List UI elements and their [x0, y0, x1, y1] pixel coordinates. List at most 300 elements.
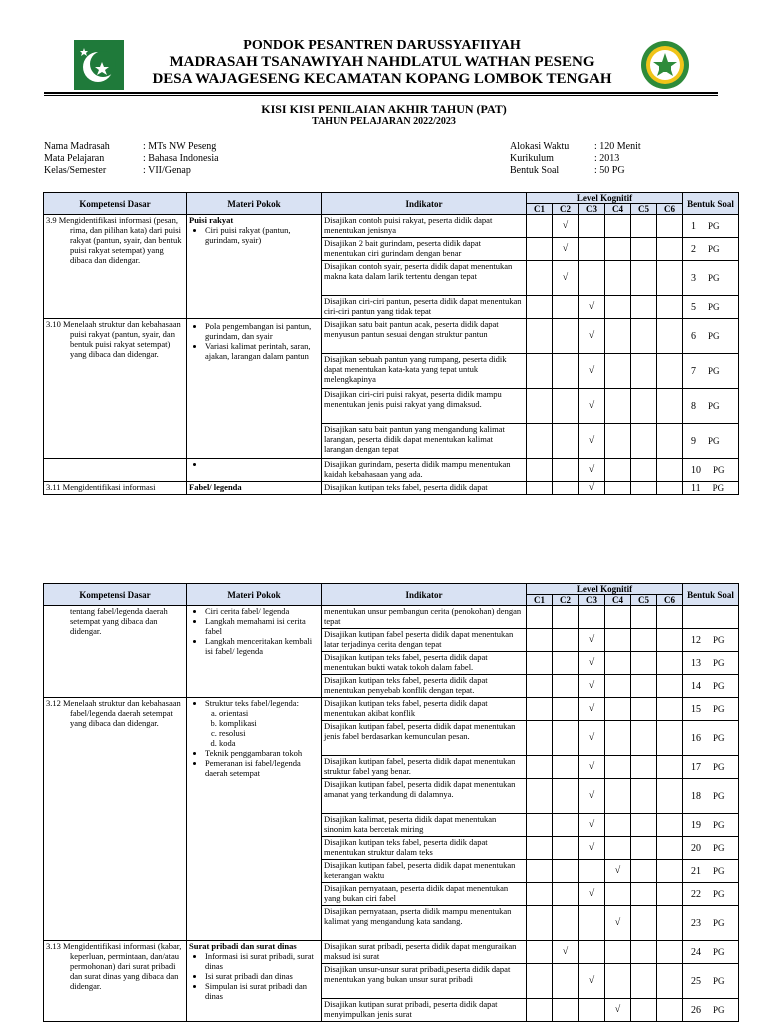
question-type: PG: [713, 819, 725, 830]
indikator-cell: Disajikan kutipan teks fabel, peserta didik dapat menentukan bukti watak tokoh dalam fabel.: [322, 652, 527, 675]
bentuk-soal-cell: [683, 964, 739, 999]
level-c6-cell: [657, 883, 683, 906]
level-c5-cell: [631, 860, 657, 883]
level-c1-cell: [527, 860, 553, 883]
level-c5-cell: [631, 756, 657, 779]
level-c1-cell: [527, 238, 553, 261]
level-c3-cell: [579, 389, 605, 424]
question-number: 18: [691, 790, 701, 802]
bentuk-soal-cell: [683, 424, 739, 459]
materi-item: [205, 459, 319, 469]
info-value: : 2013: [594, 153, 620, 164]
check-mark: √: [588, 888, 595, 899]
question-type: PG: [712, 482, 725, 493]
question-type: PG: [713, 842, 725, 853]
info-value: : MTs NW Peseng: [143, 141, 217, 152]
header-kompetensi-dasar: Kompetensi Dasar: [44, 584, 187, 606]
level-c6-cell: [657, 215, 683, 238]
check-mark: √: [588, 400, 595, 411]
question-number: 3: [691, 272, 696, 284]
materi-pokok-cell: [187, 698, 322, 941]
level-c3-cell: [579, 482, 605, 495]
level-c1-cell: [527, 756, 553, 779]
level-c2-cell: [553, 215, 579, 238]
materi-item: • Isi surat pribadi dan dinas: [205, 971, 319, 981]
level-c3-cell: [579, 675, 605, 698]
level-c5-cell: [631, 629, 657, 652]
indikator-cell: Disajikan kutipan fabel, peserta didik dapat menentukan amanat yang terkandung di dalamnya.: [322, 779, 527, 814]
level-c3-cell: [579, 215, 605, 238]
level-c2-cell: [553, 999, 579, 1022]
level-c3-cell: [579, 459, 605, 482]
question-type: PG: [713, 975, 725, 986]
header-rule: [44, 92, 718, 96]
header-c4: C4: [605, 595, 631, 606]
question-type: PG: [708, 365, 720, 376]
bentuk-soal-cell: [683, 215, 739, 238]
level-c1-cell: [527, 459, 553, 482]
level-c1-cell: [527, 964, 553, 999]
level-c2-cell: [553, 238, 579, 261]
materi-pokok-cell: Fabel/ legenda: [187, 482, 322, 495]
document-title: KISI KISI PENILAIAN AKHIR TAHUN (PAT): [261, 102, 507, 116]
check-mark: √: [588, 732, 595, 743]
question-type: PG: [713, 917, 725, 928]
level-c4-cell: [605, 883, 631, 906]
indikator-cell: Disajikan kutipan fabel, peserta didik dapat menentukan jenis fabel berdasarkan kemunculan pesan.: [322, 721, 527, 756]
level-c5-cell: [631, 779, 657, 814]
level-c6-cell: [657, 837, 683, 860]
level-c4-cell: [605, 756, 631, 779]
level-c4-cell: [605, 424, 631, 459]
header-level-kognitif: Level Kognitif: [527, 584, 683, 595]
materi-item: • Simpulan isi surat pribadi dan dinas: [205, 981, 319, 1001]
level-c1-cell: [527, 652, 553, 675]
bentuk-soal-cell: [683, 459, 739, 482]
table-row: [44, 459, 739, 482]
level-c2-cell: [553, 779, 579, 814]
question-type: PG: [708, 330, 720, 341]
check-mark: √: [588, 634, 595, 645]
info-value: : 50 PG: [594, 165, 625, 176]
level-c5-cell: [631, 698, 657, 721]
level-c3-cell: [579, 814, 605, 837]
level-c4-cell: [605, 459, 631, 482]
bentuk-soal-cell: [683, 389, 739, 424]
check-mark: √: [588, 975, 595, 986]
materi-item: • Pemeranan isi fabel/legenda daerah setempat: [205, 758, 319, 778]
level-c1-cell: [527, 837, 553, 860]
indikator-cell: Disajikan satu bait pantun yang mengandung kalimat larangan, peserta didik dapat menentukan kalimat larangan dengan tepat: [322, 424, 527, 459]
level-c1-cell: [527, 779, 553, 814]
level-c5-cell: [631, 261, 657, 296]
check-mark: √: [588, 464, 595, 475]
materi-item: • Langkah menceritakan kembali isi fabel/ legenda: [205, 636, 319, 656]
level-c6-cell: [657, 606, 683, 629]
indikator-cell: Disajikan kutipan teks fabel, peserta didik dapat menentukan penyebab konflik dengan tepat.: [322, 675, 527, 698]
bentuk-soal-cell: [683, 606, 739, 629]
bentuk-soal-cell: [683, 354, 739, 389]
kompetensi-dasar-cell: 3.11 Mengidentifikasi informasi: [44, 482, 187, 495]
info-value: : Bahasa Indonesia: [143, 153, 219, 164]
level-c1-cell: [527, 698, 553, 721]
bentuk-soal-cell: [683, 319, 739, 354]
level-c5-cell: [631, 906, 657, 941]
question-number: 14: [691, 680, 701, 692]
info-row: [44, 141, 219, 153]
level-c4-cell: [605, 721, 631, 756]
level-c2-cell: [553, 883, 579, 906]
level-c4-cell: [605, 698, 631, 721]
level-c6-cell: [657, 296, 683, 319]
question-number: 10: [691, 464, 701, 476]
level-c1-cell: [527, 354, 553, 389]
header-bentuk-soal: Bentuk Soal: [683, 193, 739, 215]
level-c4-cell: [605, 606, 631, 629]
level-c4-cell: [605, 999, 631, 1022]
level-c6-cell: [657, 721, 683, 756]
question-type: PG: [708, 400, 720, 411]
table-row: [44, 698, 739, 721]
level-c5-cell: [631, 389, 657, 424]
info-key: Mata Pelajaran: [44, 153, 105, 164]
school-address: DESA WAJAGESENG KECAMATAN KOPANG LOMBOK TENGAH: [152, 71, 612, 87]
info-row: [510, 165, 641, 177]
question-type: PG: [713, 1004, 725, 1015]
materi-item: • Pola pengembangan isi pantun, gurindam, dan syair: [205, 321, 319, 341]
level-c1-cell: [527, 319, 553, 354]
level-c1-cell: [527, 941, 553, 964]
level-c3-cell: [579, 860, 605, 883]
question-number: 11: [691, 482, 701, 494]
level-c5-cell: [631, 721, 657, 756]
level-c6-cell: [657, 964, 683, 999]
info-row: [510, 141, 641, 153]
level-c5-cell: [631, 999, 657, 1022]
materi-pokok-cell: [187, 941, 322, 1022]
level-c3-cell: [579, 354, 605, 389]
level-c1-cell: [527, 906, 553, 941]
bentuk-soal-cell: [683, 779, 739, 814]
level-c2-cell: [553, 675, 579, 698]
question-number: 21: [691, 865, 701, 877]
level-c2-cell: [553, 964, 579, 999]
level-c5-cell: [631, 964, 657, 999]
level-c4-cell: [605, 814, 631, 837]
question-number: 13: [691, 657, 701, 669]
indikator-cell: Disajikan gurindam, peserta didik mampu menentukan kaidah kebahasaan yang ada.: [322, 459, 527, 482]
question-number: 8: [691, 400, 696, 412]
level-c5-cell: [631, 459, 657, 482]
question-type: PG: [713, 703, 725, 714]
materi-pokok-cell: [187, 215, 322, 319]
level-c6-cell: [657, 459, 683, 482]
level-c4-cell: [605, 354, 631, 389]
question-type: PG: [713, 634, 725, 645]
materi-item: • Ciri cerita fabel/ legenda: [205, 606, 319, 616]
level-c1-cell: [527, 883, 553, 906]
indikator-cell: Disajikan pernyataan, peserta didik dapat menentukan yang bukan ciri fabel: [322, 883, 527, 906]
info-key: Bentuk Soal: [510, 165, 560, 176]
bentuk-soal-cell: [683, 482, 739, 495]
header-c6: C6: [657, 204, 683, 215]
check-mark: √: [588, 301, 595, 312]
level-c3-cell: [579, 883, 605, 906]
table-row: [44, 215, 739, 238]
level-c2-cell: [553, 629, 579, 652]
info-row: [44, 153, 219, 165]
level-c5-cell: [631, 941, 657, 964]
info-right: [510, 141, 641, 177]
level-c4-cell: [605, 261, 631, 296]
level-c3-cell: [579, 319, 605, 354]
kompetensi-dasar-cell: [44, 459, 187, 482]
level-c5-cell: [631, 482, 657, 495]
kompetensi-dasar-cell: 3.10 Menelaah struktur dan kebahasaan puisi rakyat (pantun, syair, dan bentuk puisi rakyat setempat) yang dibaca dan didengar.: [44, 319, 187, 459]
question-number: 20: [691, 842, 701, 854]
bentuk-soal-cell: [683, 652, 739, 675]
indikator-cell: Disajikan ciri-ciri puisi rakyat, peserta didik mampu menentukan jenis puisi rakyat yang dimaksud.: [322, 389, 527, 424]
header-indikator: Indikator: [322, 584, 527, 606]
check-mark: √: [562, 243, 569, 254]
level-c3-cell: [579, 238, 605, 261]
materi-title: Surat pribadi dan surat dinas: [189, 941, 297, 951]
header-c1: C1: [527, 595, 553, 606]
header-c3: C3: [579, 595, 605, 606]
document-subtitle: TAHUN PELAJARAN 2022/2023: [312, 116, 456, 127]
level-c1-cell: [527, 389, 553, 424]
info-key: Kurikulum: [510, 153, 554, 164]
check-mark: √: [588, 435, 595, 446]
materi-subitem: c. resolusi: [219, 728, 319, 738]
level-c4-cell: [605, 389, 631, 424]
level-c4-cell: [605, 964, 631, 999]
check-mark: √: [588, 761, 595, 772]
kompetensi-dasar-cell: 3.13 Mengidentifikasi informasi (kabar, keperluan, permintaan, dan/atau permohonan) dari surat pribadi dan surat dinas yang dibaca dan didengar.: [44, 941, 187, 1022]
level-c3-cell: [579, 837, 605, 860]
level-c2-cell: [553, 296, 579, 319]
indikator-cell: Disajikan unsur-unsur surat pribadi,peserta didik dapat menentukan yang bukan unsur surat pribadi: [322, 964, 527, 999]
header-c6: C6: [657, 595, 683, 606]
bentuk-soal-cell: [683, 756, 739, 779]
bentuk-soal-cell: [683, 296, 739, 319]
level-c2-cell: [553, 482, 579, 495]
level-c6-cell: [657, 652, 683, 675]
header-c1: C1: [527, 204, 553, 215]
level-c4-cell: [605, 296, 631, 319]
level-c3-cell: [579, 652, 605, 675]
level-c4-cell: [605, 652, 631, 675]
bentuk-soal-cell: [683, 675, 739, 698]
level-c1-cell: [527, 814, 553, 837]
level-c6-cell: [657, 906, 683, 941]
indikator-cell: Disajikan kutipan fabel peserta didik dapat menentukan latar terjadinya cerita dengan tepat: [322, 629, 527, 652]
check-mark: √: [562, 220, 569, 231]
kompetensi-dasar-cell: 3.12 Menelaah struktur dan kebahasaan fabel/legenda daerah setempat yang dibaca dan didengar.: [44, 698, 187, 941]
level-c4-cell: [605, 215, 631, 238]
level-c2-cell: [553, 837, 579, 860]
indikator-cell: Disajikan surat pribadi, peserta didik dapat menguraikan maksud isi surat: [322, 941, 527, 964]
level-c1-cell: [527, 606, 553, 629]
question-number: 5: [691, 301, 696, 313]
header-c2: C2: [553, 595, 579, 606]
indikator-cell: Disajikan pernyataan, pserta didik mampu menentukan kalimat yang mengandung kata sandang.: [322, 906, 527, 941]
level-c5-cell: [631, 319, 657, 354]
level-c3-cell: [579, 424, 605, 459]
question-number: 16: [691, 732, 701, 744]
indikator-cell: Disajikan satu bait pantun acak, peserta didik dapat menyusun pantun sesuai dengan struktur pantun: [322, 319, 527, 354]
level-c5-cell: [631, 354, 657, 389]
header-materi-pokok: Materi Pokok: [187, 193, 322, 215]
kompetensi-dasar-cell: tentang fabel/legenda daerah setempat yang dibaca dan didengar.: [44, 606, 187, 698]
level-c2-cell: [553, 941, 579, 964]
level-c5-cell: [631, 238, 657, 261]
info-value: : VII/Genap: [143, 165, 191, 176]
question-number: 6: [691, 330, 696, 342]
question-type: PG: [708, 243, 720, 254]
level-c4-cell: [605, 906, 631, 941]
bentuk-soal-cell: [683, 999, 739, 1022]
level-c4-cell: [605, 629, 631, 652]
level-c3-cell: [579, 779, 605, 814]
materi-title: Puisi rakyat: [189, 215, 234, 225]
level-c6-cell: [657, 354, 683, 389]
level-c6-cell: [657, 999, 683, 1022]
level-c6-cell: [657, 941, 683, 964]
question-number: 1: [691, 220, 696, 232]
check-mark: √: [588, 657, 595, 668]
left-logo: [74, 40, 124, 90]
level-c3-cell: [579, 906, 605, 941]
level-c3-cell: [579, 964, 605, 999]
level-c2-cell: [553, 721, 579, 756]
bentuk-soal-cell: [683, 698, 739, 721]
level-c6-cell: [657, 779, 683, 814]
level-c3-cell: [579, 721, 605, 756]
level-c4-cell: [605, 779, 631, 814]
level-c2-cell: [553, 756, 579, 779]
level-c3-cell: [579, 698, 605, 721]
question-type: PG: [708, 301, 720, 312]
indikator-cell: Disajikan kutipan fabel, peserta didik dapat menentukan struktur fabel yang benar.: [322, 756, 527, 779]
question-type: PG: [708, 220, 720, 231]
check-mark: √: [588, 842, 595, 853]
bentuk-soal-cell: [683, 941, 739, 964]
question-number: 17: [691, 761, 701, 773]
question-number: 22: [691, 888, 701, 900]
kisi-table-2: [43, 583, 739, 1022]
level-c1-cell: [527, 424, 553, 459]
table-row: [44, 482, 739, 495]
question-type: PG: [713, 732, 725, 743]
level-c3-cell: [579, 941, 605, 964]
check-mark: √: [588, 819, 595, 830]
level-c6-cell: [657, 238, 683, 261]
check-mark: √: [614, 917, 621, 928]
bentuk-soal-cell: [683, 906, 739, 941]
level-c3-cell: [579, 296, 605, 319]
level-c5-cell: [631, 814, 657, 837]
info-key: Alokasi Waktu: [510, 141, 570, 152]
level-c2-cell: [553, 860, 579, 883]
level-c2-cell: [553, 906, 579, 941]
question-type: PG: [713, 464, 725, 475]
info-key: Nama Madrasah: [44, 141, 110, 152]
indikator-cell: Disajikan kutipan fabel, peserta didik dapat menentukan keterangan waktu: [322, 860, 527, 883]
header-kompetensi-dasar: Kompetensi Dasar: [44, 193, 187, 215]
level-c5-cell: [631, 652, 657, 675]
level-c1-cell: [527, 261, 553, 296]
level-c5-cell: [631, 883, 657, 906]
check-mark: √: [614, 865, 621, 876]
bentuk-soal-cell: [683, 629, 739, 652]
bentuk-soal-cell: [683, 814, 739, 837]
bentuk-soal-cell: [683, 261, 739, 296]
level-c3-cell: [579, 756, 605, 779]
question-number: 7: [691, 365, 696, 377]
level-c3-cell: [579, 999, 605, 1022]
header-c5: C5: [631, 204, 657, 215]
level-c6-cell: [657, 389, 683, 424]
indikator-cell: Disajikan contoh puisi rakyat, peserta didik dapat menentukan jenisnya: [322, 215, 527, 238]
materi-subitem: d. koda: [219, 738, 319, 748]
level-c2-cell: [553, 652, 579, 675]
level-c5-cell: [631, 215, 657, 238]
level-c1-cell: [527, 482, 553, 495]
level-c4-cell: [605, 860, 631, 883]
bentuk-soal-cell: [683, 860, 739, 883]
indikator-cell: Disajikan kutipan teks fabel, peserta didik dapat menentukan struktur dalam teks: [322, 837, 527, 860]
indikator-cell: Disajikan kalimat, peserta didik dapat menentukan sinonim kata bercetak miring: [322, 814, 527, 837]
indikator-cell: Disajikan ciri-ciri pantun, peserta didik dapat menentukan ciri-ciri pantun yang tidak tepat: [322, 296, 527, 319]
question-number: 2: [691, 243, 696, 255]
level-c2-cell: [553, 389, 579, 424]
level-c4-cell: [605, 837, 631, 860]
check-mark: √: [588, 482, 595, 493]
question-type: PG: [713, 865, 725, 876]
level-c1-cell: [527, 721, 553, 756]
level-c5-cell: [631, 837, 657, 860]
check-mark: √: [588, 680, 595, 691]
kompetensi-dasar-cell: 3.9 Mengidentifikasi informasi (pesan, rima, dan pilihan kata) dari puisi rakyat (pantun, syair, dan bentuk puisi rakyat setempat) yang dibaca dan didengar.: [44, 215, 187, 319]
level-c6-cell: [657, 424, 683, 459]
header-c5: C5: [631, 595, 657, 606]
header-c2: C2: [553, 204, 579, 215]
bentuk-soal-cell: [683, 721, 739, 756]
question-number: 23: [691, 917, 701, 929]
question-number: 9: [691, 435, 696, 447]
level-c6-cell: [657, 482, 683, 495]
question-number: 19: [691, 819, 701, 831]
bentuk-soal-cell: [683, 883, 739, 906]
question-type: PG: [713, 946, 725, 957]
level-c6-cell: [657, 261, 683, 296]
level-c3-cell: [579, 629, 605, 652]
question-number: 26: [691, 1004, 701, 1016]
check-mark: √: [614, 1004, 621, 1015]
check-mark: √: [588, 703, 595, 714]
indikator-cell: Disajikan 2 bait gurindam, peserta didik dapat menentukan ciri gurindam dengan benar: [322, 238, 527, 261]
question-type: PG: [713, 790, 725, 801]
materi-item: • Informasi isi surat pribadi, surat dinas: [205, 951, 319, 971]
header-c4: C4: [605, 204, 631, 215]
level-c2-cell: [553, 261, 579, 296]
level-c2-cell: [553, 814, 579, 837]
table-row: [44, 941, 739, 964]
materi-item: • Langkah memahami isi cerita fabel: [205, 616, 319, 636]
table-row: [44, 319, 739, 354]
header-bentuk-soal: Bentuk Soal: [683, 584, 739, 606]
